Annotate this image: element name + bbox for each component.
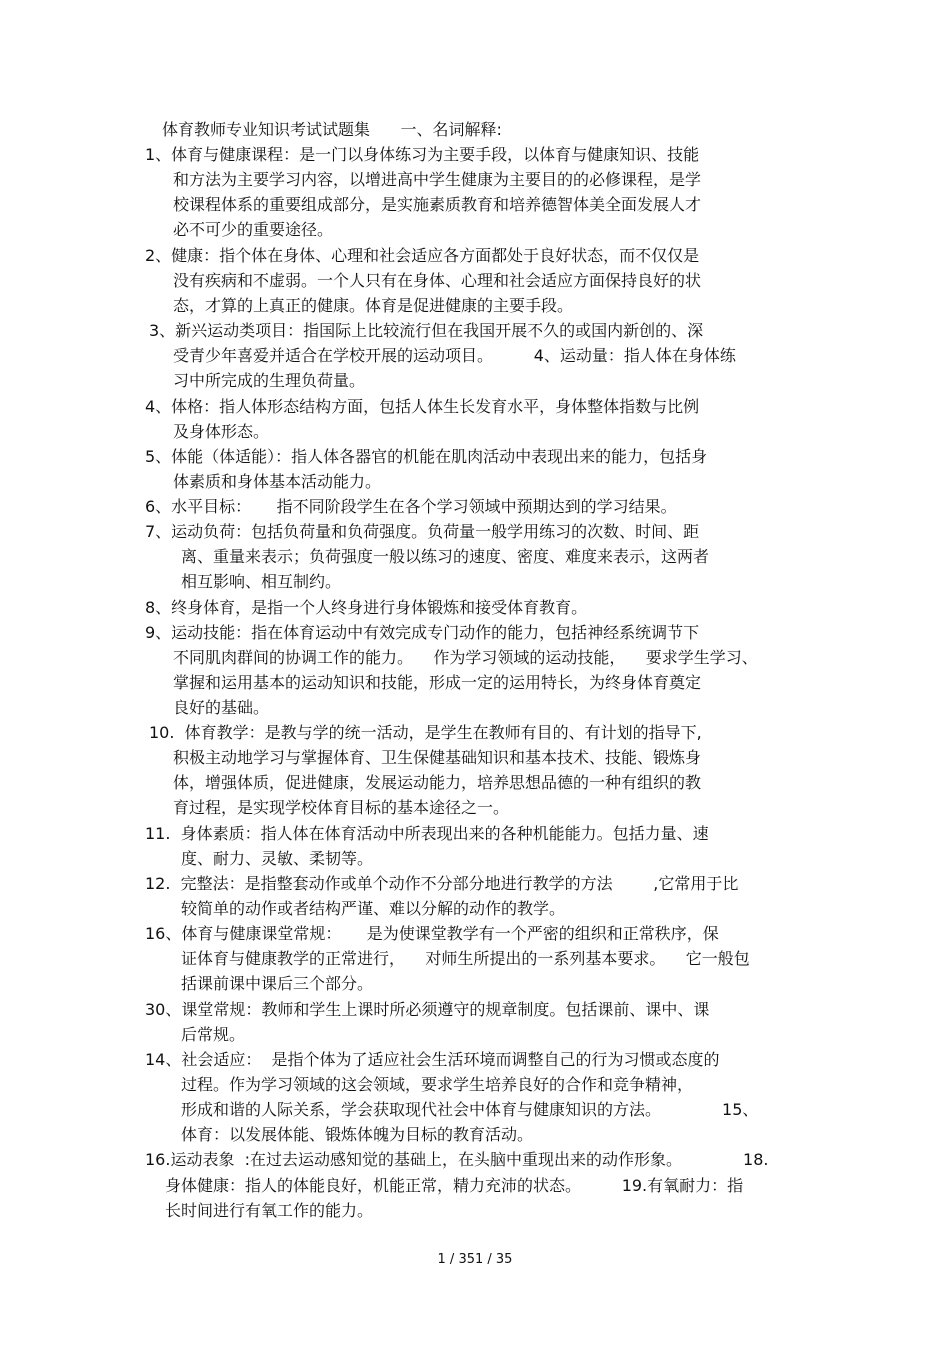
- text-line: 1、体育与健康课程：是一门以身体练习为主要手段，以体育与健康知识、技能: [145, 145, 700, 164]
- text-line: 过程。作为学习领域的这会领域，要求学生培养良好的合作和竞争精神，: [181, 1075, 694, 1094]
- text-line: 30、课堂常规：教师和学生上课时所必须遵守的规章制度。包括课前、课中、课: [145, 1000, 710, 1019]
- text-line: 10. 体育教学：是教与学的统一活动，是学生在教师有目的、有计划的指导下,: [149, 723, 702, 742]
- text-line: 校课程体系的重要组成部分，是实施素质教育和培养德智体美全面发展人才: [173, 195, 702, 214]
- text-line: 后常规。: [181, 1025, 246, 1044]
- text-line: 体素质和身体基本活动能力。: [173, 472, 382, 491]
- text-line: 没有疾病和不虚弱。一个人只有在身体、心理和社会适应方面保持良好的状: [173, 271, 702, 290]
- text-line: 必不可少的重要途径。: [173, 220, 334, 239]
- text-line: 括课前课中课后三个部分。: [181, 974, 374, 993]
- doc-title-line: 体育教师专业知识考试试题集 一、名词解释:: [162, 120, 502, 139]
- text-line: 12. 完整法：是指整套动作或单个动作不分部分地进行教学的方法 ,它常用于比: [145, 874, 739, 893]
- text-line: 态，才算的上真正的健康。体育是促进健康的主要手段。: [173, 296, 574, 315]
- text-line: 较简单的动作或者结构严谨、难以分解的动作的教学。: [181, 899, 566, 918]
- text-line: 11. 身体素质：指人体在体育活动中所表现出来的各种机能能力。包括力量、速: [145, 824, 709, 843]
- text-line: 及身体形态。: [173, 422, 270, 441]
- text-line: 度、耐力、灵敏、柔韧等。: [181, 849, 374, 868]
- text-line: 9、运动技能：指在体育运动中有效完成专门动作的能力，包括神经系统调节下: [145, 623, 700, 642]
- text-line: 3、新兴运动类项目：指国际上比较流行但在我国开展不久的或国内新创的、深: [149, 321, 704, 340]
- text-line: 14、社会适应： 是指个体为了适应社会生活环境而调整自己的行为习惯或态度的: [145, 1050, 720, 1069]
- text-line: 6、水平目标： 指不同阶段学生在各个学习领域中预期达到的学习结果。: [145, 497, 677, 516]
- text-line: 掌握和运用基本的运动知识和技能，形成一定的运用特长，为终身体育奠定: [173, 673, 702, 692]
- text-line: 不同肌肉群间的协调工作的能力。 作为学习领域的运动技能， 要求学生学习、: [173, 648, 758, 667]
- text-line: 8、终身体育，是指一个人终身进行身体锻炼和接受体育教育。: [145, 598, 588, 617]
- text-line: 体，增强体质，促进健康，发展运动能力，培养思想品德的一种有组织的教: [173, 773, 702, 792]
- text-line: 离、重量来表示；负荷强度一般以练习的速度、密度、难度来表示，这两者: [181, 547, 710, 566]
- text-line: 习中所完成的生理负荷量。: [173, 371, 366, 390]
- text-line: 2、健康：指个体在身体、心理和社会适应各方面都处于良好状态，而不仅仅是: [145, 246, 700, 265]
- text-line: 证体育与健康教学的正常进行， 对师生所提出的一系列基本要求。 它一般包: [181, 949, 750, 968]
- text-line: 受青少年喜爱并适合在学校开展的运动项目。 4、运动量：指人体在身体练: [173, 346, 736, 365]
- text-line: 良好的基础。: [173, 698, 270, 717]
- text-line: 长时间进行有氧工作的能力。: [165, 1201, 374, 1220]
- text-line: 5、体能（体适能）：指人体各器官的机能在肌肉活动中表现出来的能力，包括身: [145, 447, 708, 466]
- text-line: 16.运动表象 :在过去运动感知觉的基础上，在头脑中重现出来的动作形象。 18.: [145, 1150, 769, 1169]
- text-line: 7、运动负荷：包括负荷量和负荷强度。负荷量一般学用练习的次数、时间、距: [145, 522, 700, 541]
- text-line: 育过程，是实现学校体育目标的基本途径之一。: [173, 798, 510, 817]
- page-number: 1 / 351 / 35: [437, 1252, 513, 1267]
- text-line: 形成和谐的人际关系，学会获取现代社会中体育与健康知识的方法。 15、: [181, 1100, 759, 1119]
- text-line: 4、体格：指人体形态结构方面，包括人体生长发育水平，身体整体指数与比例: [145, 397, 700, 416]
- text-line: 积极主动地学习与掌握体育、卫生保健基础知识和基本技术、技能、锻炼身: [173, 748, 702, 767]
- text-line: 和方法为主要学习内容，以增进高中学生健康为主要目的的必修课程，是学: [173, 170, 702, 189]
- text-line: 体育：以发展体能、锻炼体魄为目标的教育活动。: [181, 1125, 534, 1144]
- text-line: 身体健康：指人的体能良好，机能正常，精力充沛的状态。 19.有氧耐力：指: [165, 1176, 744, 1195]
- text-line: 相互影响、相互制约。: [181, 572, 342, 591]
- text-line: 16、体育与健康课堂常规： 是为使课堂教学有一个严密的组织和正常秩序，保: [145, 924, 719, 943]
